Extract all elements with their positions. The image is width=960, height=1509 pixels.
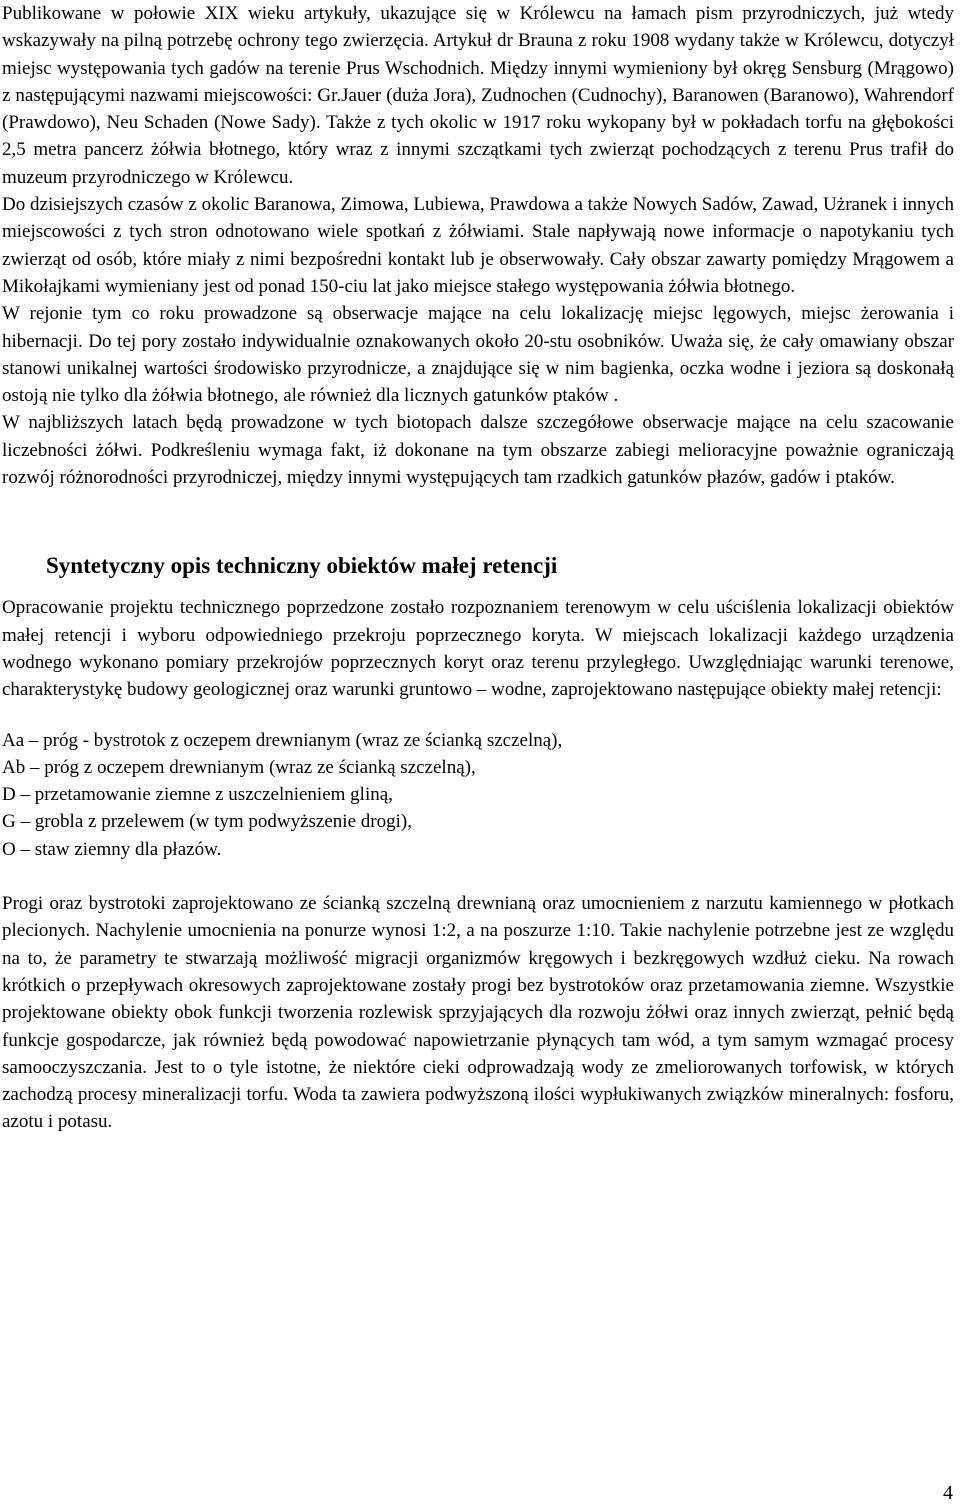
paragraph-sightings: Do dzisiejszych czasów z okolic Baranowa, Zimowa, Lubiewa, Prawdowa a także Nowych Sadów, Zawad, Użranek i innych miejscowości z tych stron odnotowano wiele spotkań z żółwiami. Stale napływają nowe informacje o napotykaniu tych zwierząt od osób, które miały z nimi bezpośredni kontakt lub je obserwowały. Cały obszar zawarty pomiędzy Mrągowem a Mikołajkami wymieniany jest od ponad 150-ciu lat jako miejsce stałego występowania żółwia błotnego. — [2, 194, 954, 297]
section-heading — [46, 538, 954, 594]
paragraph-history: Publikowane w połowie XIX wieku artykuły, ukazujące się w Królewcu na łamach pism przyrodniczych, już wtedy wskazywały na pilną potrzebę ochrony tego zwierzęcia. Artykuł dr Brauna z roku 1908 wydany także w Królewcu, dotyczył miejsc występowania tych gadów na terenie Prus Wschodnich. Między innymi wymieniony był okręg Sensburg (Mrągowo) z następującymi nazwami miejscowości: Gr.Jauer (duża Jora), Zudnochen (Cudnochy), Baranowen (Baranowo), Wahrendorf (Prawdowo), Neu Schaden (Nowe Sady). Także z tych okolic w 1917 roku wykopany był w pokładach torfu na głębokości 2,5 metra pancerz żółwia błotnego, który wraz z innymi szczątkami tych zwierząt pochodzących z terenu Prus trafił do muzeum przyrodniczego w Królewcu. — [2, 3, 954, 188]
list-item: D – przetamowanie ziemne z uszczelnieniem gliną, — [2, 784, 393, 806]
section-heading-text: Syntetyczny opis techniczny obiektów małej retencji — [46, 553, 558, 579]
section-technical — [2, 594, 954, 1135]
spacer — [2, 863, 954, 890]
list-item: Aa – próg - bystrotok z oczepem drewnianym (wraz ze ścianką szczelną), — [2, 729, 563, 751]
document-page — [2, 0, 954, 1136]
section-history — [2, 0, 954, 491]
list-item: O – staw ziemny dla płazów. — [2, 838, 222, 860]
list-item: G – grobla z przelewem (w tym podwyższenie drogi), — [2, 811, 412, 833]
list-item: Ab – próg z oczepem drewnianym (wraz ze ścianką szczelną), — [2, 756, 476, 778]
paragraph-technical-intro: Opracowanie projektu technicznego poprzedzone zostało rozpoznaniem terenowym w celu uściślenia lokalizacji obiektów małej retencji i wyboru odpowiedniego przekroju poprzecznego koryta. W miejscach lokalizacji każdego urządzenia wodnego wykonano pomiary przekrojów poprzecznych koryt oraz terenu przyległego. Uwzględniając warunki terenowe, charakterystykę budowy geologicznej oraz warunki gruntowo – wodne, zaprojektowano następujące obiekty małej retencji: — [2, 597, 954, 701]
retention-objects-list — [2, 727, 954, 863]
page-number: 4 — [943, 1482, 953, 1504]
paragraph-future-observations: W najbliższych latach będą prowadzone w tych biotopach dalsze szczegółowe obserwacje mające na celu szacowanie liczebności żółwi. Podkreśleniu wymaga fakt, iż dokonane na tym obszarze zabiegi melioracyjne poważnie ograniczają rozwój różnorodności przyrodniczej, między innymi występujących tam rzadkich gatunków płazów, gadów i ptaków. — [2, 412, 954, 489]
paragraph-observations: W rejonie tym co roku prowadzone są obserwacje mające na celu lokalizację miejsc lęgowych, miejsc żerowania i hibernacji. Do tej pory zostało indywidualnie oznakowanych około 20-stu osobników. Uważa się, że cały omawiany obszar stanowi unikalnej wartości środowisko przyrodnicze, a znajdujące się w nim bagienka, oczka wodne i jeziora są doskonałą ostoją nie tylko dla żółwia błotnego, ale również dla licznych gatunków ptaków . — [2, 303, 954, 407]
paragraph-technical-closing: Progi oraz bystrotoki zaprojektowano ze ścianką szczelną drewnianą oraz umocnieniem z narzutu kamiennego w płotkach plecionych. Nachylenie umocnienia na ponurze wynosi 1:2, a na poszurze 1:10. Takie nachylenie potrzebne jest ze względu na to, że parametry te stwarzają możliwość migracji organizmów kręgowych i bezkręgowych wzdłuż cieku. Na rowach krótkich o przepływach okresowych zaprojektowane zostały progi bez bystrotoków oraz przetamowania ziemne. Wszystkie projektowane obiekty obok funkcji tworzenia rozlewisk sprzyjających dla rozwoju żółwi oraz innych zwierząt, pełnić będą funkcje gospodarcze, jak również będą powodować napowietrzanie płynących tam wód, a tym samym wzmagać procesy samooczyszczania. Jest to o tyle istotne, że niektóre cieki odprowadzają wody ze zmeliorowanych torfowisk, w których zachodzą procesy mineralizacji torfu. Woda ta zawiera podwyższoną ilości wypłukiwanych związków mineralnych: fosforu, azotu i potasu. — [2, 893, 954, 1133]
